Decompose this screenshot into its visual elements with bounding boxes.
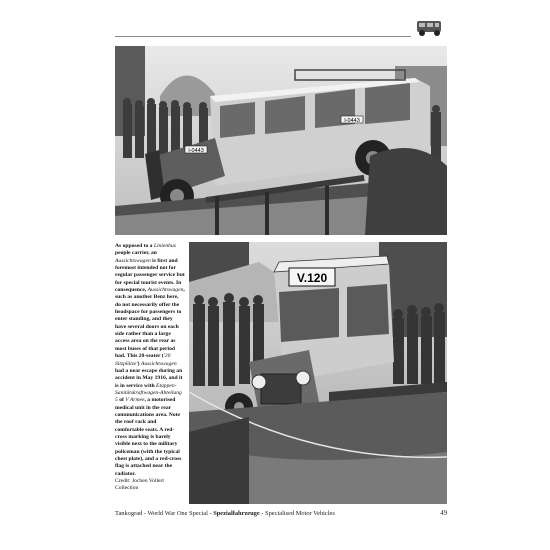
photo-credit — [115, 478, 185, 493]
caption-part: Etappen-Sanitätskraftwagen-Abteilung 5 — [115, 382, 182, 404]
credit-label: Credit: — [115, 478, 131, 484]
caption-part: V Armee — [125, 397, 145, 404]
footer-series: Tankograd - World War One Special - — [115, 510, 214, 517]
caption-part: of — [117, 397, 126, 404]
caption-part: ) — [137, 360, 141, 367]
vehicle-thumbnail-icon — [415, 18, 445, 38]
bottom-photograph — [189, 242, 447, 504]
caption-part: people carrier, an — [115, 250, 157, 257]
caption-part: Aussichtswagen — [147, 287, 184, 294]
caption-part: is first and foremost intended not for regular passenger service but for special tourist events. In consequence, — [115, 257, 185, 294]
caption-part: , a motorised medical unit in the rear communications area. Note the roof rack and comfortable seats. A red-cross marking is barely visible next to the military policeman (with the typical chest plate), and a red-cross flag is attached near the radiator. — [115, 397, 182, 477]
top-side-plate: I-0443 — [344, 118, 360, 124]
page-footer — [115, 510, 365, 517]
footer-subtitle: - Specialised Motor Vehicles — [259, 510, 335, 517]
caption-part: '20 Sitzplätze' — [115, 353, 171, 367]
photo-caption — [115, 243, 185, 493]
top-photograph — [115, 46, 447, 235]
caption-part: , such as another Benz here, do not necessarily offer the headspace for passengers to enter standing, and they have several doors on each side rather than a large access area on the rear as most buses of that period had. This 20-seater ( — [115, 287, 185, 360]
credit-name: Jochen Vollert Collection — [115, 478, 164, 492]
top-front-plate: I-0443 — [188, 148, 204, 154]
caption-part: Aussichtswagen — [115, 257, 151, 264]
caption-part: Linienbus — [153, 243, 176, 249]
caption-part: had a near escape during an accident in May 1916, and it is in service with — [115, 367, 183, 389]
header-rule — [115, 36, 411, 37]
caption-part: Aussichtswagen — [140, 360, 177, 367]
bottom-bus-plate: V.120 — [296, 271, 328, 285]
footer-title: Spezialfahrzeuge — [213, 510, 260, 517]
page-number: 49 — [440, 510, 447, 517]
caption-part: As opposed to a — [115, 243, 154, 249]
